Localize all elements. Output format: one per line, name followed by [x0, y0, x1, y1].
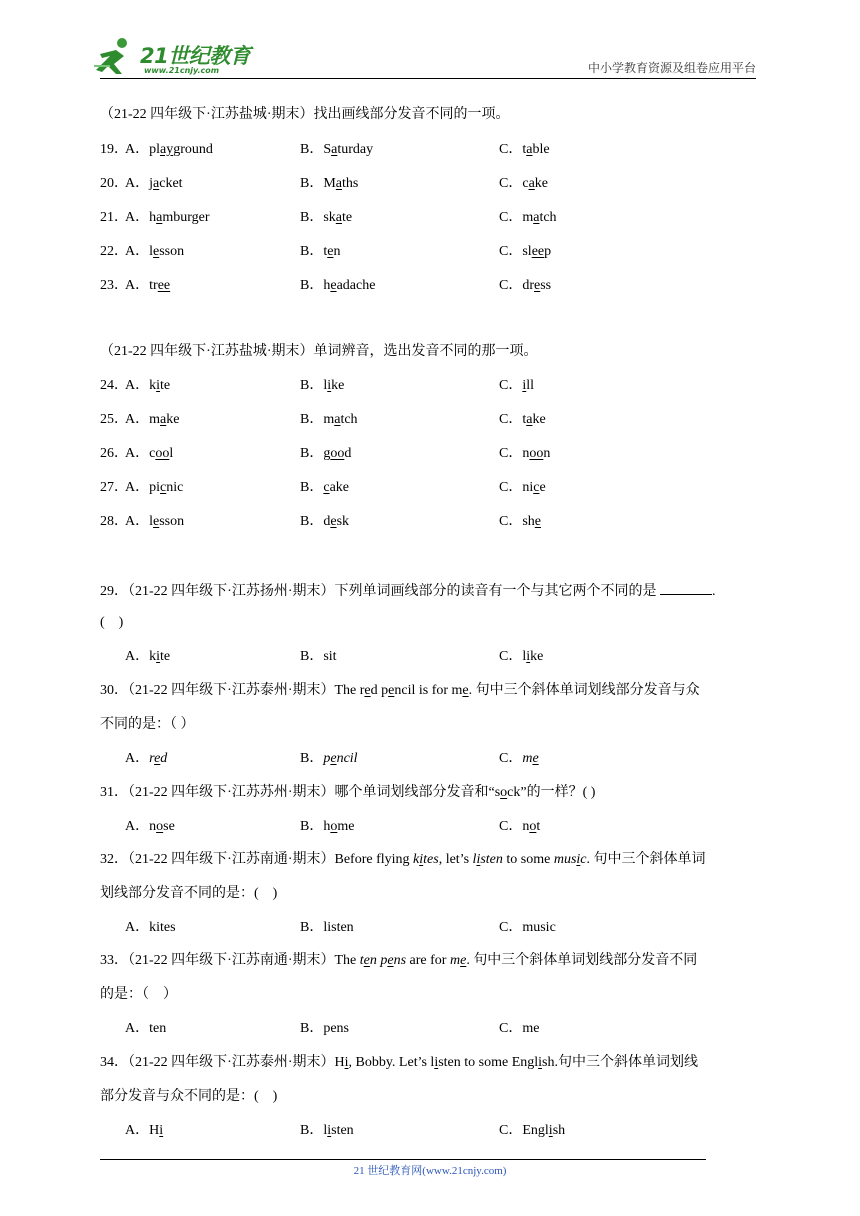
q29-option-c[interactable]: C．like	[499, 649, 544, 664]
q29-option-a[interactable]: A．kite	[125, 649, 171, 664]
option-a[interactable]: A．tree	[125, 278, 171, 293]
q29-paren: ( )	[100, 615, 124, 630]
option-a[interactable]: A．cool	[125, 446, 174, 461]
running-man-icon	[92, 36, 140, 76]
q32-option-c[interactable]: C．music	[499, 920, 556, 935]
q32-option-b[interactable]: B．listen	[300, 920, 354, 935]
option-b[interactable]: B．Saturday	[300, 142, 374, 157]
q31-stem: 31．（21-22 四年级下·江苏苏州·期末）哪个单词划线部分发音和“sock”的一样？( )	[100, 785, 596, 800]
q31-option-a[interactable]: A．nose	[125, 819, 175, 834]
question-number: 26．	[100, 446, 128, 461]
option-b[interactable]: B．desk	[300, 514, 350, 529]
section2-title: （21-22 四年级下·江苏盐城·期末）单词辨音，选出发音不同的那一项。	[100, 344, 538, 359]
answer-blank[interactable]	[660, 582, 712, 595]
option-c[interactable]: C．sleep	[499, 244, 552, 259]
q34-stem-line2: 部分发音与众不同的是：( )	[100, 1089, 278, 1104]
q29-text: 29．（21-22 四年级下·江苏扬州·期末）下列单词画线部分的读音有一个与其它两个不同的是	[100, 584, 657, 599]
option-a[interactable]: A．make	[125, 412, 180, 427]
option-c[interactable]: C．noon	[499, 446, 551, 461]
q34-option-b[interactable]: B．listen	[300, 1123, 354, 1138]
q33-stem: 33．（21-22 四年级下·江苏南通·期末）The ten pens are for me. 句中三个斜体单词划线部分发音不同	[100, 953, 698, 968]
option-c[interactable]: C．ill	[499, 378, 535, 393]
option-a[interactable]: A．playground	[125, 142, 213, 157]
q30-stem: 30．（21-22 四年级下·江苏泰州·期末）The red pencil is for me. 句中三个斜体单词划线部分发音与众	[100, 683, 700, 698]
option-a[interactable]: A．lesson	[125, 244, 185, 259]
section1-title: （21-22 四年级下·江苏盐城·期末）找出画线部分发音不同的一项。	[100, 107, 510, 122]
question-number: 21．	[100, 210, 128, 225]
q30-option-c[interactable]: C．me	[499, 751, 539, 766]
logo-url: www.21cnjy.com	[144, 66, 220, 75]
option-b[interactable]: B．Maths	[300, 176, 359, 191]
option-a[interactable]: A．hamburger	[125, 210, 210, 225]
question-number: 22．	[100, 244, 128, 259]
option-a[interactable]: A．picnic	[125, 480, 184, 495]
option-b[interactable]: B．skate	[300, 210, 353, 225]
q32-option-a[interactable]: A．kites	[125, 920, 176, 935]
q33-option-a[interactable]: A．ten	[125, 1021, 167, 1036]
q33-option-c[interactable]: C．me	[499, 1021, 540, 1036]
q31-option-b[interactable]: B．home	[300, 819, 355, 834]
option-b[interactable]: B．cake	[300, 480, 349, 495]
header-divider	[100, 78, 756, 79]
q33-stem-line2: 的是：（ ）	[100, 987, 177, 1002]
q32-stem-line2: 划线部分发音不同的是：( )	[100, 886, 278, 901]
q30-option-b[interactable]: B．pencil	[300, 751, 358, 766]
logo	[92, 36, 262, 80]
q34-option-c[interactable]: C．English	[499, 1123, 566, 1138]
question-number: 28．	[100, 514, 128, 529]
q34-stem: 34．（21-22 四年级下·江苏泰州·期末）Hi, Bobby. Let’s listen to some English.句中三个斜体单词划线	[100, 1055, 698, 1070]
option-c[interactable]: C．match	[499, 210, 557, 225]
question-number: 23．	[100, 278, 128, 293]
option-b[interactable]: B．like	[300, 378, 345, 393]
q30-stem-line2: 不同的是：（ ）	[100, 717, 195, 732]
option-c[interactable]: C．dress	[499, 278, 552, 293]
logo-text: 21世纪教育	[140, 44, 251, 68]
option-b[interactable]: B．match	[300, 412, 358, 427]
q29-period: .	[711, 584, 716, 599]
footer-divider	[100, 1159, 706, 1160]
q29-option-b[interactable]: B．sit	[300, 649, 337, 664]
option-c[interactable]: C．she	[499, 514, 542, 529]
question-number: 19．	[100, 142, 128, 157]
option-b[interactable]: B．headache	[300, 278, 376, 293]
q31-option-c[interactable]: C．not	[499, 819, 541, 834]
question-number: 24．	[100, 378, 128, 393]
option-c[interactable]: C．nice	[499, 480, 546, 495]
option-a[interactable]: A．kite	[125, 378, 171, 393]
question-number: 25．	[100, 412, 128, 427]
q32-stem: 32．（21-22 四年级下·江苏南通·期末）Before flying kites, let’s listen to some music. 句中三个斜体单词	[100, 852, 706, 867]
option-b[interactable]: B．good	[300, 446, 352, 461]
option-a[interactable]: A．jacket	[125, 176, 183, 191]
platform-label: 中小学教育资源及组卷应用平台	[587, 61, 756, 75]
q29-stem	[100, 582, 715, 599]
question-number: 27．	[100, 480, 128, 495]
option-a[interactable]: A．lesson	[125, 514, 185, 529]
option-c[interactable]: C．cake	[499, 176, 548, 191]
q33-option-b[interactable]: B．pens	[300, 1021, 350, 1036]
q34-option-a[interactable]: A．Hi	[125, 1123, 164, 1138]
footer-text: 21 世纪教育网(www.21cnjy.com)	[353, 1165, 507, 1177]
option-c[interactable]: C．take	[499, 412, 546, 427]
option-b[interactable]: B．ten	[300, 244, 341, 259]
option-c[interactable]: C．table	[499, 142, 550, 157]
q30-option-a[interactable]: A．red	[125, 751, 168, 766]
question-number: 20．	[100, 176, 128, 191]
